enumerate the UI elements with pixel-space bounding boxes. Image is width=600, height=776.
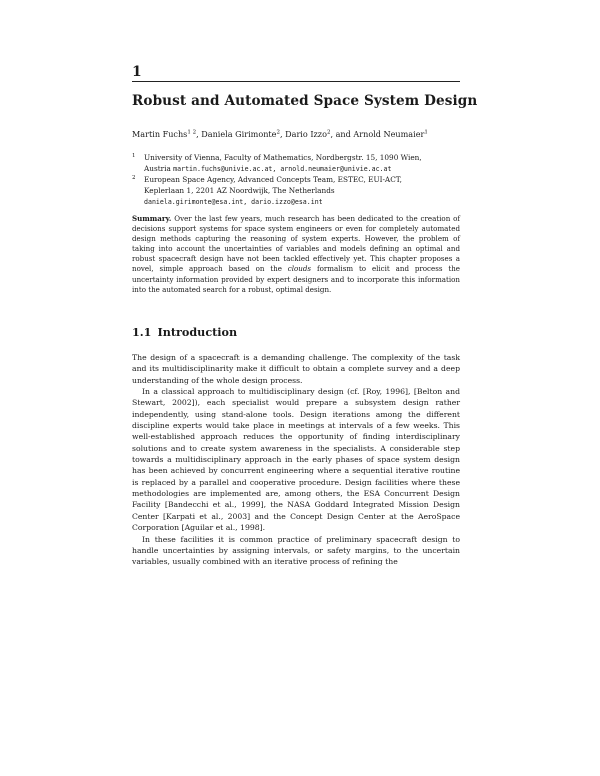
affiliation-line: University of Vienna, Faculty of Mathematics, Nordbergstr. 15, 1090 Wien, (144, 153, 422, 162)
author-name: Arnold Neumaier (353, 129, 425, 139)
abstract-emphasis: clouds (287, 264, 312, 274)
paper-title: Robust and Automated Space System Design (132, 93, 478, 109)
abstract-text: formalism to elicit and process the uncertainty information provided by expert designers and to incorporate this information into the automated search for a robust, optimal design. (132, 264, 460, 294)
abstract-text: Over the last few years, much research has been dedicated to the creation of decisions support systems for space system engineers or even for completely automated design methods capturing the reasoning of system experts. However, the problem of taking into account the uncertainties of variables and models defining an optimal and robust spacecraft design have not been tackled effectively yet. This chapter proposes a novel, simple approach based on the (132, 214, 461, 274)
author-name: Daniela Girimonte (201, 129, 277, 139)
body-text (132, 352, 460, 568)
author-name: Martin Fuchs (132, 129, 188, 139)
affiliation-line: Keplerlaan 1, 2201 AZ Noordwijk, The Netherlands (144, 186, 335, 195)
affiliation-country: Austria (144, 164, 171, 173)
paragraph: In a classical approach to multidisciplinary design (cf. [Roy, 1996], [Belton and Stewart, 2002]), each specialist would prepare a subsystem design rather independently, using stand-alone tools. Design iterations among the different discipline experts would take place in meetings at intervals of a few weeks. This well-established approach reduces the opportunity of finding interdisciplinary solutions and to create system awareness in the specialists. A considerable step towards a multidisciplinary approach in the early phases of space system design has been achieved by concurrent engineering where a sequential iterative routine is replaced by a parallel and cooperative procedure. Design facilities where these methodologies are implemented are, among others, the ESA Concurrent Design Facility [Bandecchi et al., 1999], the NASA Goddard Integrated Mission Design Center [Karpati et al., 2003] and the Concept Design Center at the AeroSpace Corporation [Aguilar et al., 1998]. (132, 387, 460, 533)
author-affiliation-mark: 2 (276, 129, 280, 136)
author-affiliation-mark: 2 (326, 129, 331, 136)
chapter-rule (132, 81, 460, 82)
abstract-label: Summary. (132, 214, 172, 223)
chapter-number: 1 (132, 64, 142, 80)
author-name: Dario Izzo (285, 129, 327, 139)
affiliation-line (144, 164, 460, 175)
abstract (132, 214, 460, 295)
affiliation-emails: martin.fuchs@univie.ac.at, arnold.neumaier@univie.ac.at (173, 165, 392, 173)
author-list: Martin Fuchs$^{1 2}$, Daniela Girimonte$^2$, Dario Izzo$^2$, and Arnold Neumaier$^1$ (132, 129, 428, 139)
paragraph: In these facilities it is common practice of preliminary spacecraft design to handle uncertainties by assigning intervals, or safety margins, to the uncertain variables, usually combined with an iterative process of refining the (132, 534, 460, 567)
author-affiliation-mark: 1 2 (187, 129, 197, 136)
affiliation-line: European Space Agency, Advanced Concepts Team, ESTEC, EUI-ACT, (144, 175, 402, 184)
section-title: Introduction (157, 325, 238, 339)
author-affiliation-mark: 1 (424, 129, 428, 136)
affiliation-emails: daniela.girimonte@esa.int, dario.izzo@esa.int (144, 198, 323, 206)
section-heading (132, 325, 237, 339)
affiliation-number: 2 (132, 175, 136, 181)
affiliation-number: 1 (132, 153, 136, 159)
paragraph: The design of a spacecraft is a demanding challenge. The complexity of the task and its multidisciplinarity make it difficult to obtain a complete survey and a deep understanding of the whole design process. (132, 353, 460, 385)
section-number: 1.1 (132, 325, 152, 339)
